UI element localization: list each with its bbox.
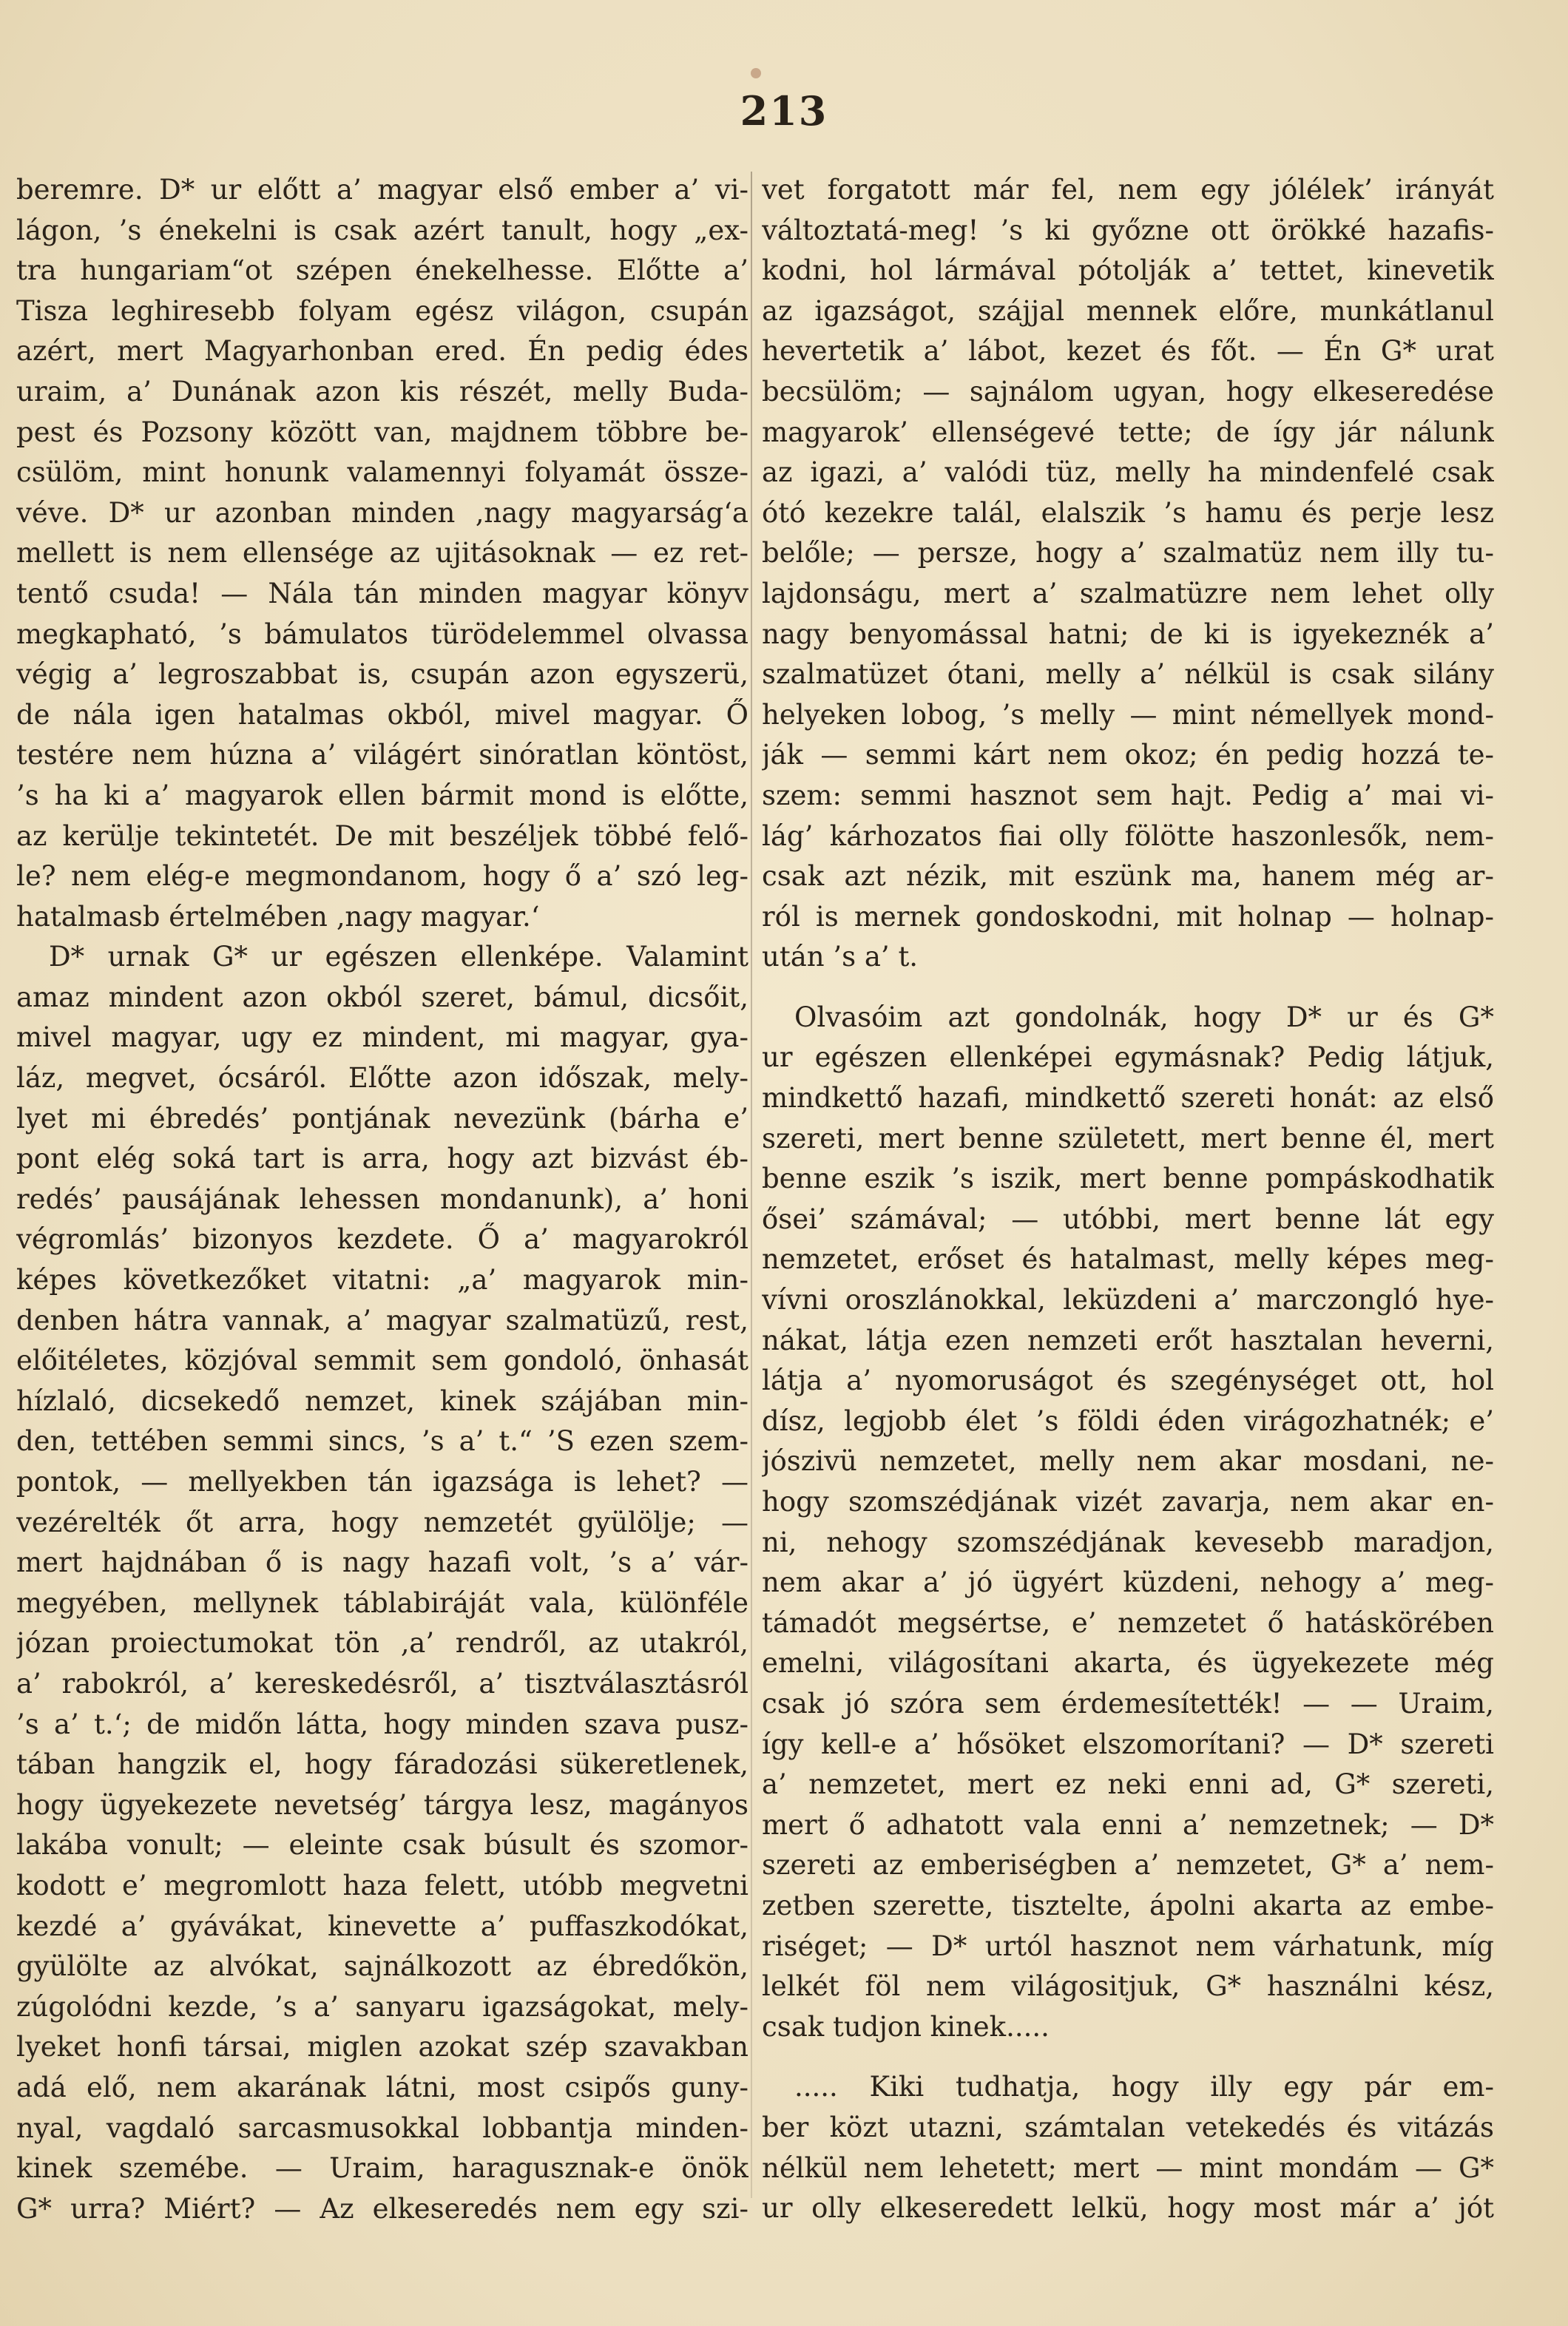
text-line: csak jó szóra sem érdemesítették! — — Uraim, [762,1687,1494,1720]
text-line: mert hajdnában ő is nagy hazafi volt, ’s a’ vár- [16,1546,748,1579]
text-line: változtatá-meg! ’s ki győzne ott örökké hazafis- [762,214,1494,246]
text-line: Tisza leghiresebb folyam egész világon, csupán [16,294,748,327]
text-line: szereti az emberiségben a’ nemzetet, G* a’ nem- [762,1849,1494,1882]
text-line: ..... Kiki tudhatja, hogy illy egy pár em- [794,2071,1494,2103]
text-line: magyarok’ ellenségevé tette; de így jár nálunk [762,416,1494,448]
text-line: benne eszik ’s iszik, mert benne pompáskodhatik [762,1163,1494,1195]
text-line: lakába vonult; — eleinte csak búsult és szomor- [16,1829,748,1862]
text-line: becsülöm; — sajnálom ugyan, hogy elkeseredése [762,375,1494,408]
text-line: jószivü nemzetet, melly nem akar mosdani, ne- [762,1445,1494,1478]
text-line: így kell-e a’ hősöket elszomorítani? — D* szereti [762,1728,1494,1760]
text-line: den, tettében semmi sincs, ’s a’ t.“ ’S ezen szem- [16,1425,748,1458]
text-line: nákat, látja ezen nemzeti erőt hasztalan heverni, [762,1324,1494,1356]
text-line: vezérelték őt arra, hogy nemzetét gyülölje; — [16,1506,748,1538]
text-line: gyülölte az alvókat, sajnálkozott az ébredőkön, [16,1950,748,1983]
text-line: nem akar a’ jó ügyért küzdeni, nehogy a’ meg- [762,1566,1494,1599]
text-line: Olvasóim azt gondolnák, hogy D* ur és G* [794,1001,1494,1033]
text-line: hízlaló, dicsekedő nemzet, kinek szájában min- [16,1385,748,1417]
text-line: józan proiectumokat tön ‚a’ rendről, az utakról, [16,1627,748,1660]
text-line: megkapható, ’s bámulatos türödelemmel olvassa [16,618,748,650]
text-line: előitéletes, közjóval semmit sem gondoló, önhasát [16,1345,748,1377]
text-line: hatalmasb értelmében ‚nagy magyar.‘ [16,900,540,933]
text-line: zetben szerette, tisztelte, ápolni akarta az embe- [762,1889,1494,1921]
page-number: 213 [740,87,828,135]
text-line: a’ rabokról, a’ kereskedésről, a’ tisztválasztásról [16,1667,748,1700]
text-line: kodni, hol lármával pótolják a’ tettet, kinevetik [762,254,1494,287]
text-line: de nála igen hatalmas okból, mivel magyar. Ő [16,698,748,731]
text-line: lág’ kárhozatos fiai olly fölötte haszonlesők, nem- [762,819,1494,852]
text-line: kodott e’ megromlott haza felett, utóbb megvetni [16,1869,748,1901]
text-line: azért, mert Magyarhonban ered. Én pedig édes [16,335,748,368]
text-line: tentő csuda! — Nála tán minden magyar könyv [16,577,748,609]
text-line: ról is mernek gondoskodni, mit holnap — holnap- [762,900,1494,933]
text-line: dísz, legjobb élet ’s földi éden virágozhatnék; e’ [762,1404,1494,1437]
text-line: amaz mindent azon okból szeret, bámul, dicsőit, [16,981,748,1013]
text-line: csülöm, mint honunk valamennyi folyamát össze- [16,456,748,489]
text-line: ur egészen ellenképei egymásnak? Pedig látjuk, [762,1041,1494,1074]
text-line: le? nem elég-e megmondanom, hogy ő a’ szó leg- [16,860,748,893]
text-line: hogy szomszédjának vizét zavarja, nem akar en- [762,1486,1494,1518]
text-line: az igazságot, szájjal mennek előre, munkátlanul [762,294,1494,327]
text-line: pont elég soká tart is arra, hogy azt bizvást éb- [16,1143,748,1175]
text-line: az kerülje tekintetét. De mit beszéljek többé felő- [16,819,748,852]
text-line: pontok, — mellyekben tán igazsága is lehet? — [16,1466,748,1498]
text-line: belőle; — persze, hogy a’ szalmatüz nem illy tu- [762,537,1494,569]
text-line: láz, megvet, ócsáról. Előtte azon időszak, mely- [16,1062,748,1095]
text-line: ur olly elkeseredett lelkü, hogy most már a’ jót [762,2192,1494,2225]
text-line: D* urnak G* ur egészen ellenképe. Valamint [49,941,748,973]
text-line: az igazi, a’ valódi tüz, melly ha mindenfelé csak [762,456,1494,489]
text-line: lyeket honfi társai, miglen azokat szép szavakban [16,2031,748,2063]
text-line: G* urra? Miért? — Az elkeseredés nem egy szi- [16,2192,748,2225]
text-line: denben hátra vannak, a’ magyar szalmatüzű, rest, [16,1304,748,1336]
text-line: tában hangzik el, hogy fáradozási sükeretlenek, [16,1748,748,1781]
text-line: ’s ha ki a’ magyarok ellen bármit mond is előtte, [16,779,748,811]
text-line: beremre. D* ur előtt a’ magyar első ember a’ vi- [16,174,748,206]
left-column [16,170,748,2229]
text-line: nemzetet, erőset és hatalmast, melly képes meg- [762,1243,1494,1276]
text-line: véve. D* ur azonban minden ‚nagy magyarság‘a [16,496,748,529]
text-line: kinek szemébe. — Uraim, haragusznak-e önök [16,2152,748,2185]
text-line: ősei’ számával; — utóbbi, mert benne lát egy [762,1203,1494,1235]
text-line: ’s a’ t.‘; de midőn látta, hogy minden szava pusz- [16,1708,748,1740]
text-line: mindkettő hazafi, mindkettő szereti honát: az első [762,1082,1494,1115]
text-line: lajdonságu, mert a’ szalmatüzre nem lehet olly [762,577,1494,609]
text-line: vívni oroszlánokkal, leküzdeni a’ marczongló hye- [762,1284,1494,1316]
text-line: adá elő, nem akarának látni, most csipős guny- [16,2071,748,2103]
text-line: ber közt utazni, számtalan vetekedés és vitázás [762,2111,1494,2143]
text-line: zúgolódni kezde, ’s a’ sanyaru igazságokat, mely- [16,1990,748,2023]
text-line: vet forgatott már fel, nem egy jólélek’ irányát [762,174,1494,206]
text-line: megyében, mellynek táblabiráját vala, különféle [16,1586,748,1619]
text-line: ni, nehogy szomszédjának kevesebb maradjon, [762,1526,1494,1558]
text-line: végig a’ legroszabbat is, csupán azon egyszerü, [16,658,748,691]
text-line: helyeken lobog, ’s melly — mint némellyek mond- [762,698,1494,731]
text-line: látja a’ nyomoruságot és szegénységet ott, hol [762,1365,1494,1397]
column-divider [751,172,752,2198]
text-line: redés’ pausájának lehessen mondanunk), a’ honi [16,1183,748,1215]
text-line: testére nem húzna a’ világért sinóratlan köntöst, [16,739,748,771]
text-line: ótó kezekre talál, elalszik ’s hamu és perje lesz [762,496,1494,529]
text-line: tra hungariam“ot szépen énekelhesse. Előtte a’ [16,254,748,287]
text-line: mivel magyar, ugy ez mindent, mi magyar, gya- [16,1021,748,1054]
text-line: támadót megsértse, e’ nemzetet ő hatáskörében [762,1606,1494,1639]
text-line: ják — semmi kárt nem okoz; én pedig hozzá te- [762,739,1494,771]
text-line: lelkét föl nem világositjuk, G* használni kész, [762,1970,1494,2003]
text-line: mellett is nem ellensége az ujitásoknak — ez ret- [16,537,748,569]
text-line: csak tudjon kinek..... [762,2010,1050,2043]
text-line: a’ nemzetet, mert ez neki enni ad, G* szereti, [762,1768,1494,1801]
text-line: szereti, mert benne született, mert benne él, mert [762,1122,1494,1154]
text-line: emelni, világosítani akarta, és ügyekezete még [762,1647,1494,1680]
right-column [762,170,1494,2229]
text-line: lyet mi ébredés’ pontjának nevezünk (bárha e’ [16,1102,748,1135]
text-line: kezdé a’ gyávákat, kinevette a’ puffaszkodókat, [16,1910,748,1942]
text-line: uraim, a’ Dunának azon kis részét, melly Buda- [16,375,748,408]
text-line: nyal, vagdaló sarcasmusokkal lobbantja minden- [16,2112,748,2144]
text-line: hogy ügyekezete nevetség’ tárgya lesz, magányos [16,1788,748,1821]
text-line: nélkül nem lehetett; mert — mint mondám — G* [762,2151,1494,2184]
text-line: csak azt nézik, mit eszünk ma, hanem még ar- [762,860,1494,893]
text-line: nagy benyomással hatni; de ki is igyekeznék a’ [762,618,1494,650]
ink-spot [751,68,761,78]
text-line: riséget; — D* urtól hasznot nem várhatunk, míg [762,1930,1494,1962]
text-line: képes következőket vitatni: „a’ magyarok min- [16,1264,748,1296]
text-line: mert ő adhatott vala enni a’ nemzetnek; — D* [762,1808,1494,1841]
text-line: hevertetik a’ lábot, kezet és főt. — Én G* urat [762,335,1494,368]
text-line: után ’s a’ t. [762,941,919,973]
text-line: pest és Pozsony között van, majdnem többre be- [16,416,748,448]
text-line: lágon, ’s énekelni is csak azért tanult, hogy „ex- [16,214,748,246]
text-line: szem: semmi hasznot sem hajt. Pedig a’ mai vi- [762,779,1494,811]
text-line: végromlás’ bizonyos kezdete. Ő a’ magyarokról [16,1223,748,1256]
text-line: szalmatüzet ótani, melly a’ nélkül is csak silány [762,658,1494,691]
